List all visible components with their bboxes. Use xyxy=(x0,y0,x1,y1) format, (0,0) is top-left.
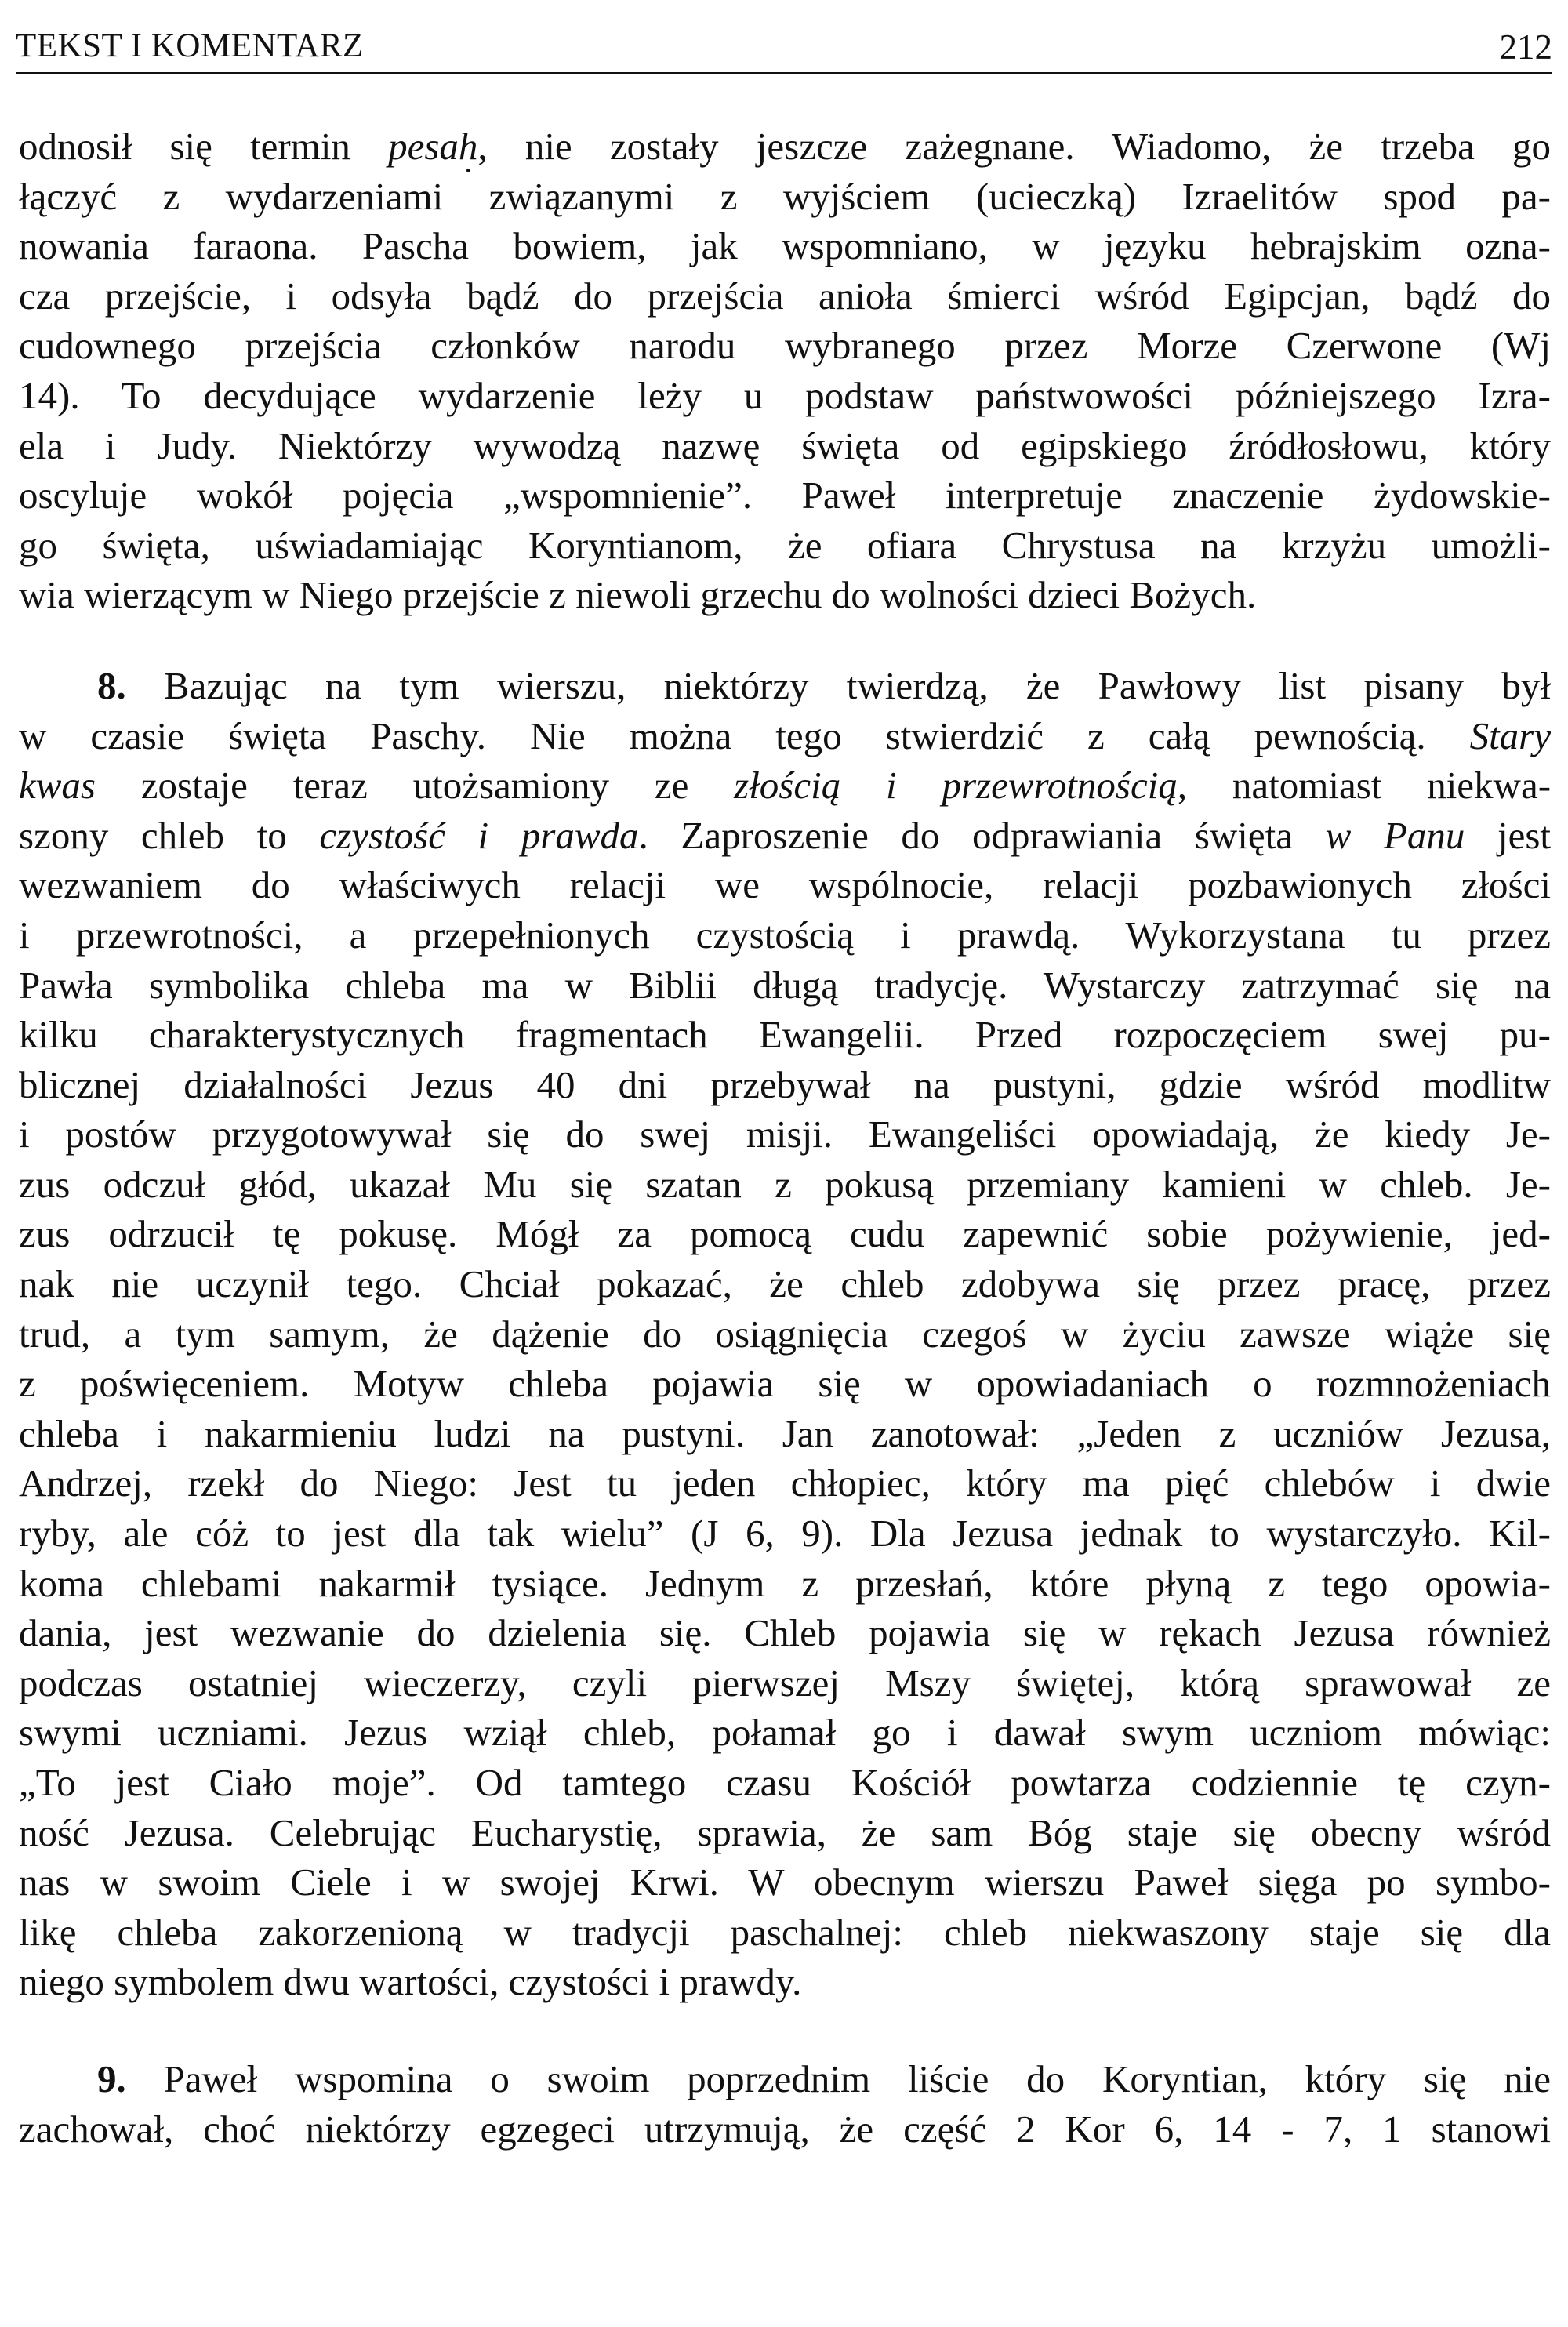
text-line: odnosił się termin pesah, nie zostały jeszcze zażegnane. Wiadomo, że trzeba go xyxy=(19,125,1551,168)
text-line: Andrzej, rzekł do Niego: Jest tu jeden chłopiec, który ma pięć chlebów i dwie xyxy=(19,1461,1551,1505)
text-line: zus odrzucił tę pokusę. Mógł za pomocą cudu zapewnić sobie pożywienie, jed- xyxy=(19,1212,1551,1256)
text-line: zus odczuł głód, ukazał Mu się szatan z pokusą przemiany kamieni w chleb. Je- xyxy=(19,1162,1551,1206)
verse-number: 9. xyxy=(97,2057,126,2100)
text-line: 9. Paweł wspomina o swoim poprzednim liście do Koryntian, który się nie xyxy=(97,2057,1551,2100)
running-title: TEKST I KOMENTARZ xyxy=(16,27,364,64)
text-line: 14). To decydujące wydarzenie leży u podstaw państwowości późniejszego Izra- xyxy=(19,373,1551,417)
text-line: nas w swoim Ciele i w swojej Krwi. W obecnym wierszu Paweł sięga po symbo- xyxy=(19,1861,1551,1904)
running-header xyxy=(16,22,1552,74)
text-line: Pawła symbolika chleba ma w Biblii długą tradycję. Wystarczy zatrzymać się na xyxy=(19,963,1551,1007)
text-line: dania, jest wezwanie do dzielenia się. Chleb pojawia się w rękach Jezusa również xyxy=(19,1611,1551,1655)
paragraph-pesah xyxy=(19,122,1551,620)
text-line: wia wierzącym w Niego przejście z niewoli grzechu do wolności dzieci Bożych. xyxy=(19,573,1257,617)
text-line: szony chleb to czystość i prawda. Zaproszenie do odprawiania święta w Panu jest xyxy=(19,813,1551,857)
text-line: ela i Judy. Niektórzy wywodzą nazwę święta od egipskiego źródłosłowu, który xyxy=(19,423,1551,467)
text-line: wezwaniem do właściwych relacji we wspólnocie, relacji pozbawionych złości xyxy=(19,863,1551,907)
page-body xyxy=(19,122,1551,2154)
term-pesah: pesah xyxy=(388,125,478,168)
text-line: koma chlebami nakarmił tysiące. Jednym z przesłań, które płyną z tego opowia- xyxy=(19,1561,1551,1605)
verse-number: 8. xyxy=(97,663,126,707)
text-line: łączyć z wydarzeniami związanymi z wyjściem (ucieczką) Izraelitów spod pa- xyxy=(19,174,1551,218)
text-line: z poświęceniem. Motyw chleba pojawia się w opowiadaniach o rozmnożeniach xyxy=(19,1362,1551,1406)
text-line: i postów przygotowywał się do swej misji. Ewangeliści opowiadają, że kiedy Je- xyxy=(19,1113,1551,1156)
text-line: cudownego przejścia członków narodu wybranego przez Morze Czerwone (Wj xyxy=(19,324,1551,368)
text-line: nak nie uczynił tego. Chciał pokazać, że chleb zdobywa się przez pracę, przez xyxy=(19,1262,1551,1306)
text-line: ność Jezusa. Celebrując Eucharystię, sprawia, że sam Bóg staje się obecny wśród xyxy=(19,1810,1551,1854)
text-line: likę chleba zakorzenioną w tradycji paschalnej: chleb niekwaszony staje się dla xyxy=(19,1910,1551,1954)
text-line: cza przejście, i odsyła bądź do przejścia anioła śmierci wśród Egipcjan, bądź do xyxy=(19,274,1551,318)
text-line: nowania faraona. Pascha bowiem, jak wspomniano, w języku hebrajskim ozna- xyxy=(19,224,1551,268)
text-line: kilku charakterystycznych fragmentach Ewangelii. Przed rozpoczęciem swej pu- xyxy=(19,1013,1551,1057)
paragraph-verse-8 xyxy=(19,661,1551,2007)
text-line: kwas zostaje teraz utożsamiony ze złością i przewrotnością, natomiast niekwa- xyxy=(19,764,1551,808)
text-line: chleba i nakarmieniu ludzi na pustyni. Jan zanotował: „Jeden z uczniów Jezusa, xyxy=(19,1411,1551,1455)
text-line: oscyluje wokół pojęcia „wspomnienie”. Paweł interpretuje znaczenie żydowskie- xyxy=(19,474,1551,517)
text-line: zachował, choć niektórzy egzegeci utrzymują, że część 2 Kor 6, 14 - 7, 1 stanowi xyxy=(19,2107,1551,2151)
page-number: 212 xyxy=(1499,27,1552,67)
text-line: swymi uczniami. Jezus wziął chleb, połamał go i dawał swym uczniom mówiąc: xyxy=(19,1711,1551,1755)
text-line: podczas ostatniej wieczerzy, czyli pierwszej Mszy świętej, którą sprawował ze xyxy=(19,1661,1551,1704)
paragraph-verse-9 xyxy=(19,2054,1551,2154)
text-line: w czasie święta Paschy. Nie można tego stwierdzić z całą pewnością. Stary xyxy=(19,713,1551,757)
text-line: niego symbolem dwu wartości, czystości i prawdy. xyxy=(19,1960,802,2004)
text-line: go święta, uświadamiając Koryntianom, że ofiara Chrystusa na krzyżu umożli- xyxy=(19,523,1551,567)
text-line: 8. Bazując na tym wierszu, niektórzy twierdzą, że Pawłowy list pisany był xyxy=(97,663,1551,707)
text-line: blicznej działalności Jezus 40 dni przebywał na pustyni, gdzie wśród modlitw xyxy=(19,1062,1551,1106)
text-line: ryby, ale cóż to jest dla tak wielu” (J 6, 9). Dla Jezusa jednak to wystarczyło. Kil- xyxy=(19,1512,1551,1556)
text-line: „To jest Ciało moje”. Od tamtego czasu Kościół powtarza codziennie tę czyn- xyxy=(19,1761,1551,1804)
text-line: i przewrotności, a przepełnionych czystością i prawdą. Wykorzystana tu przez xyxy=(19,913,1551,957)
text-line: trud, a tym samym, że dążenie do osiągnięcia czegoś w życiu zawsze wiąże się xyxy=(19,1312,1551,1356)
